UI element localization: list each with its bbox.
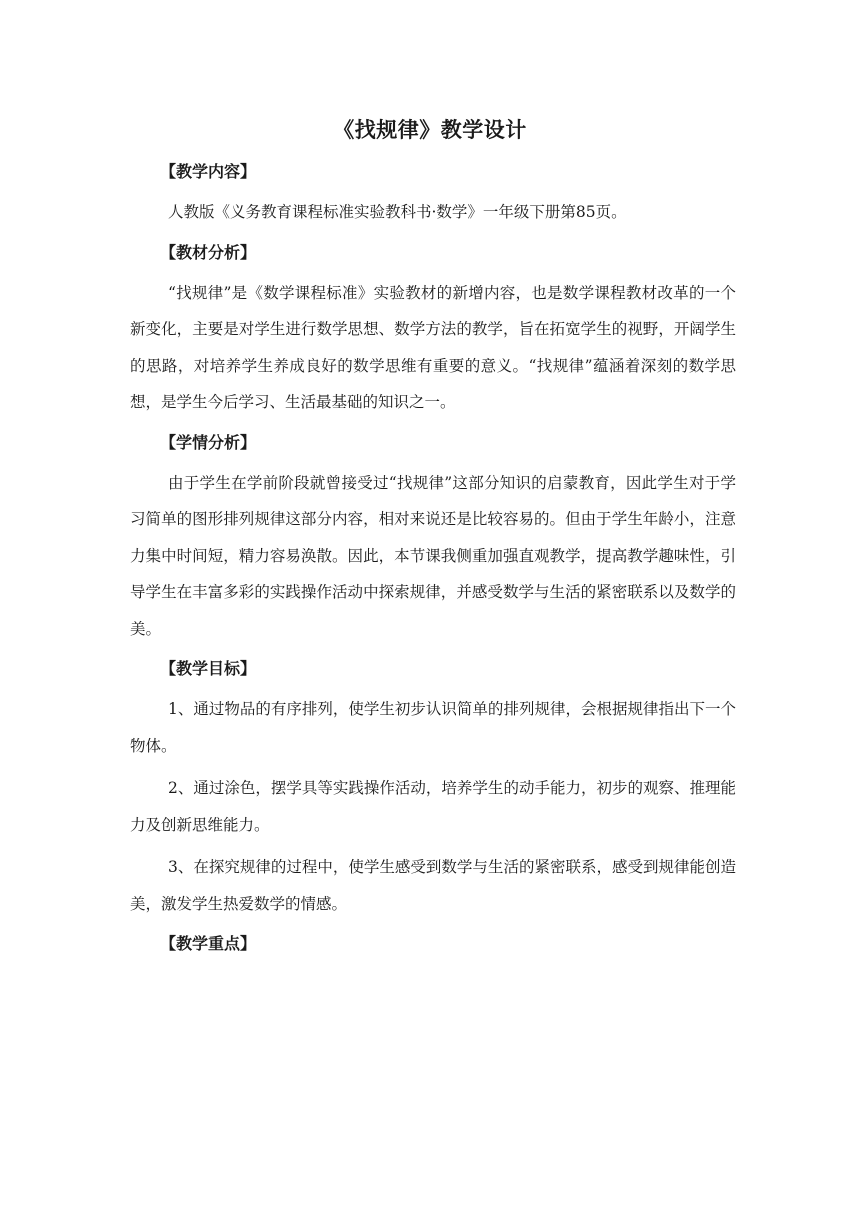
section-heading: 【教材分析】 [160, 242, 257, 262]
section-textbook-analysis [130, 235, 736, 421]
document-title: 《找规律》教学设计 [333, 118, 527, 142]
section-heading: 【教学内容】 [160, 162, 257, 181]
section-teaching-content [130, 154, 736, 231]
section-teaching-goals [130, 651, 736, 922]
section-heading: 【教学重点】 [160, 934, 257, 953]
section-heading: 【学情分析】 [160, 432, 257, 452]
paragraph: 人教版《义务教育课程标准实验教科书·数学》一年级下册第85页。 [168, 203, 627, 221]
goal-item-3: 3、在探究规律的过程中，使学生感受到数学与生活的紧密联系，感受到规律能创造美，激发学生热爱数学的情感。 [130, 858, 736, 913]
section-heading: 【教学目标】 [160, 659, 257, 678]
paragraph: 由于学生在学前阶段就曾接受过“找规律”这部分知识的启蒙教育，因此学生对于学习简单的图形排列规律这部分内容，相对来说还是比较容易的。但由于学生年龄小，注意力集中时间短，精力容易涣散。因此，本节课我侧重加强直观教学，提高教学趣味性，引导学生在丰富多彩的实践操作活动中探索规律，并感受数学与生活的紧密联系以及数学的美。 [130, 473, 736, 638]
paragraph: “找规律”是《数学课程标准》实验教材的新增内容，也是数学课程教材改革的一个新变化，主要是对学生进行数学思想、数学方法的教学，旨在拓宽学生的视野，开阔学生的思路，对培养学生养成良好的数学思维有重要的意义。“找规律”蕴涵着深刻的数学思想，是学生今后学习、生活最基础的知识之一。 [130, 283, 736, 411]
section-student-analysis [130, 425, 736, 648]
section-teaching-focus [130, 926, 736, 962]
goal-item-2: 2、通过涂色，摆学具等实践操作活动，培养学生的动手能力，初步的观察、推理能力及创新思维能力。 [130, 779, 736, 834]
goal-item-1: 1、通过物品的有序排列，使学生初步认识简单的排列规律，会根据规律指出下一个物体。 [130, 700, 736, 755]
document-body [130, 154, 736, 962]
